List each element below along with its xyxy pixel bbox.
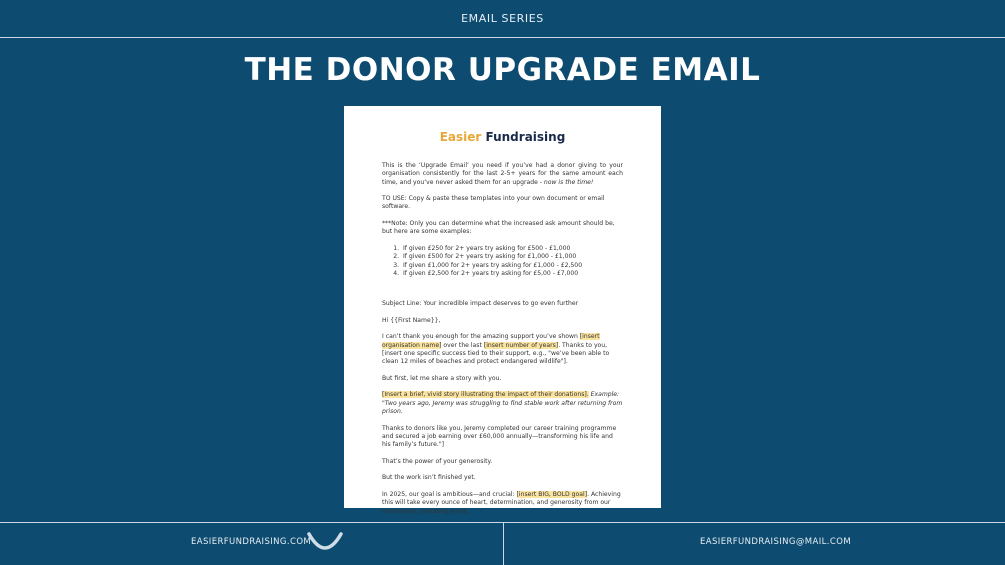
goal-paragraph <box>382 491 623 516</box>
logo-word-easier: Easier <box>439 130 482 144</box>
placeholder-number-of-years: [insert number of years] <box>483 341 559 349</box>
top-divider <box>0 37 1005 38</box>
thanks-donors-paragraph: Thanks to donors like you, Jeremy completed our career training programme and secured a job earning over £60,000 annually—transforming his life and his family’s future."] <box>382 424 617 449</box>
thanks-text-1: I can’t thank you enough for the amazing support you’ve shown <box>382 333 580 341</box>
goal-text-1: In 2025, our goal is ambitious—and crucial: <box>382 490 517 498</box>
to-use-paragraph: TO USE: Copy & paste these templates into your own document or email software. <box>382 195 605 211</box>
story-intro: But first, let me share a story with you. <box>382 374 502 382</box>
top-bar <box>0 0 1005 37</box>
list-item: 4. If given £2,500 for 2+ years try asking for £5,00 - £7,000 <box>401 270 623 278</box>
greeting: Hi {{First Name}}, <box>382 316 441 324</box>
note-paragraph: ***Note: Only you can determine what the increased ask amount should be, but here are some examples: <box>382 220 615 236</box>
email-link[interactable]: EASIERFUNDRAISING@MAIL.COM <box>700 537 852 547</box>
list-item: 2. If given £500 for 2+ years try asking for £1,000 - £1,000 <box>401 253 623 261</box>
story-example: Example: "Two years ago, Jeremy was struggling to find stable work after returning from prison. <box>382 391 623 416</box>
email-template-document <box>344 106 661 515</box>
spacer <box>382 286 623 300</box>
intro-emphasis: now is the time! <box>543 178 594 186</box>
logo-word-fundraising: Fundraising <box>485 130 566 144</box>
smile-arc-icon <box>305 530 345 554</box>
footer-vertical-divider <box>503 522 504 565</box>
placeholder-organisation-name: [insert organisation name] <box>382 333 600 349</box>
examples-list <box>382 245 623 278</box>
subject-line: Subject Line: Your incredible impact deserves to go even further <box>382 300 579 308</box>
website-link[interactable]: EASIERFUNDRAISING.COM <box>191 537 312 547</box>
thanks-paragraph <box>382 333 623 366</box>
list-item: 1. If given £250 for 2+ years try asking for £500 - £1,000 <box>401 245 623 253</box>
placeholder-story: [Insert a brief, vivid story illustrating the impact of their donations]. <box>382 391 589 399</box>
easier-fundraising-logo <box>382 130 623 144</box>
intro-text: This is the ‘Upgrade Email’ you need if you’ve had a donor giving to your organisation consistently for the last 2-5+ years for the same amount each time, and you’ve never asked them for an upgrade - <box>382 162 623 186</box>
power-paragraph: That’s the power of your generosity. <box>382 457 493 465</box>
list-item: 3. If given £1,000 for 2+ years try asking for £1,000 - £2,500 <box>401 262 623 270</box>
thanks-text-3: . Thanks to you, [insert one specific success tied to their support, e.g., "we’ve been able to clean 12 miles of beaches and protect endangered wildlife"]. <box>382 341 610 366</box>
series-label: EMAIL SERIES <box>461 12 544 25</box>
not-finished-paragraph: But the work isn’t finished yet. <box>382 474 476 482</box>
story-paragraph <box>382 391 623 416</box>
page-title: THE DONOR UPGRADE EMAIL <box>244 52 761 88</box>
thanks-text-2: over the last <box>441 341 484 349</box>
placeholder-goal: [insert BIG, BOLD goal] <box>516 490 588 498</box>
intro-paragraph <box>382 162 623 187</box>
goal-text-2: . Achieving this will take every ounce of heart, determination, and generosity from our community, including yours. <box>382 490 621 515</box>
